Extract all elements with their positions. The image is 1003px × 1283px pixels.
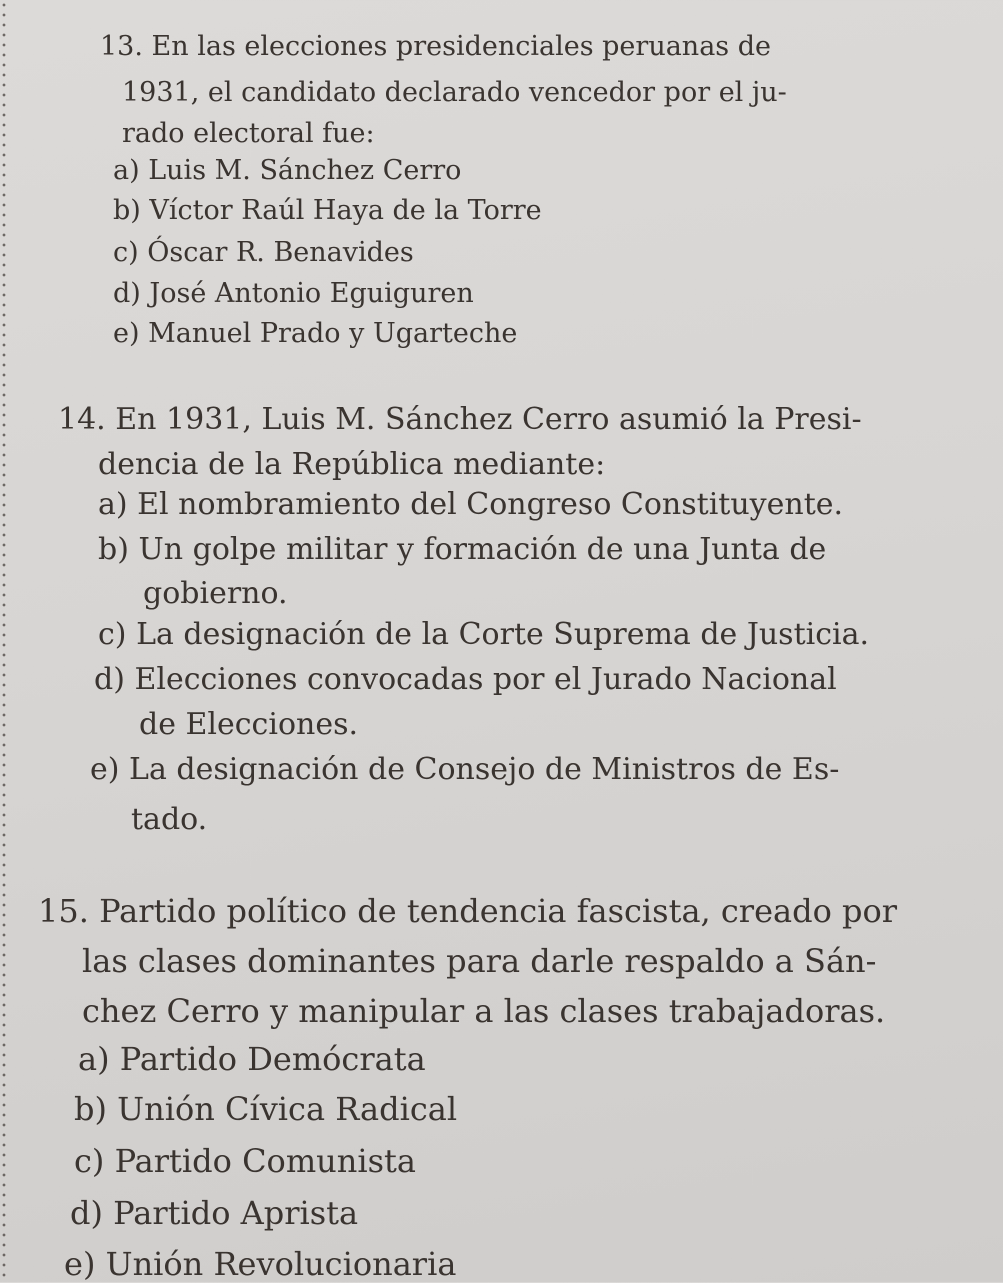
question-15-stem-line-3: chez Cerro y manipular a las clases trabajadoras. [82,992,886,1030]
binding-dots [2,0,6,1282]
option-letter: d) [94,662,125,697]
option-text: Un golpe militar y formación de una Junta de [138,532,827,567]
option-letter: e) [64,1245,96,1283]
question-stem-text: En las elecciones presidenciales peruanas de [151,31,771,62]
option-14-b-continuation: gobierno. [143,576,288,611]
option-text: Unión Revolucionaria [105,1245,457,1283]
option-15-c [74,1142,416,1180]
question-14-stem-line-1 [58,402,862,437]
option-13-a [113,157,461,184]
option-text: Partido Comunista [114,1142,416,1180]
question-number: 15. [38,892,89,930]
option-letter: c) [98,617,127,652]
option-15-a [78,1040,426,1078]
question-13-stem-line-2: 1931, el candidato declarado vencedor por el ju- [122,77,787,108]
option-text: Luis M. Sánchez Cerro [148,155,462,186]
option-13-e [113,320,517,347]
question-15-stem-line-1 [38,892,898,930]
option-letter: e) [90,752,120,787]
option-14-c [98,617,870,652]
option-14-e-continuation: tado. [131,802,208,837]
question-number: 14. [58,402,106,437]
option-15-d [70,1194,359,1232]
option-13-b [113,197,542,224]
question-stem-text: En 1931, Luis M. Sánchez Cerro asumió la Presi- [115,402,862,437]
option-letter: a) [113,155,140,186]
option-letter: b) [113,195,141,226]
option-text: Víctor Raúl Haya de la Torre [149,195,542,226]
option-text: Unión Cívica Radical [117,1090,458,1128]
option-13-d [113,280,474,307]
option-15-b [74,1090,458,1128]
question-stem-text: Partido político de tendencia fascista, creado por [99,892,898,930]
option-text: Partido Demócrata [119,1040,426,1078]
option-14-d [94,662,837,697]
option-letter: d) [70,1194,103,1232]
option-14-d-continuation: de Elecciones. [139,707,359,742]
question-15-stem-line-2: las clases dominantes para darle respaldo a Sán- [82,942,877,980]
option-letter: a) [78,1040,110,1078]
option-text: La designación de la Corte Suprema de Justicia. [136,617,870,652]
option-letter: a) [98,487,128,522]
option-letter: c) [113,237,139,268]
option-text: José Antonio Eguiguren [149,278,474,309]
option-letter: c) [74,1142,105,1180]
option-text: Elecciones convocadas por el Jurado Nacional [134,662,837,697]
option-text: Manuel Prado y Ugarteche [148,318,518,349]
option-14-a [98,487,844,522]
option-13-c [113,239,414,266]
option-text: Óscar R. Benavides [147,237,414,268]
option-letter: b) [74,1090,107,1128]
option-15-e [64,1245,457,1283]
option-text: La designación de Consejo de Ministros de Es- [129,752,840,787]
option-text: Partido Aprista [113,1194,359,1232]
option-letter: d) [113,278,141,309]
option-letter: e) [113,318,140,349]
option-14-e [90,752,840,787]
question-14-stem-line-2: dencia de la República mediante: [98,447,606,482]
option-14-b [98,532,827,567]
question-13-stem-line-3: rado electoral fue: [122,118,375,149]
option-letter: b) [98,532,129,567]
option-text: El nombramiento del Congreso Constituyente. [137,487,844,522]
question-13-stem-line-1 [100,33,820,60]
question-number: 13. [100,31,143,62]
